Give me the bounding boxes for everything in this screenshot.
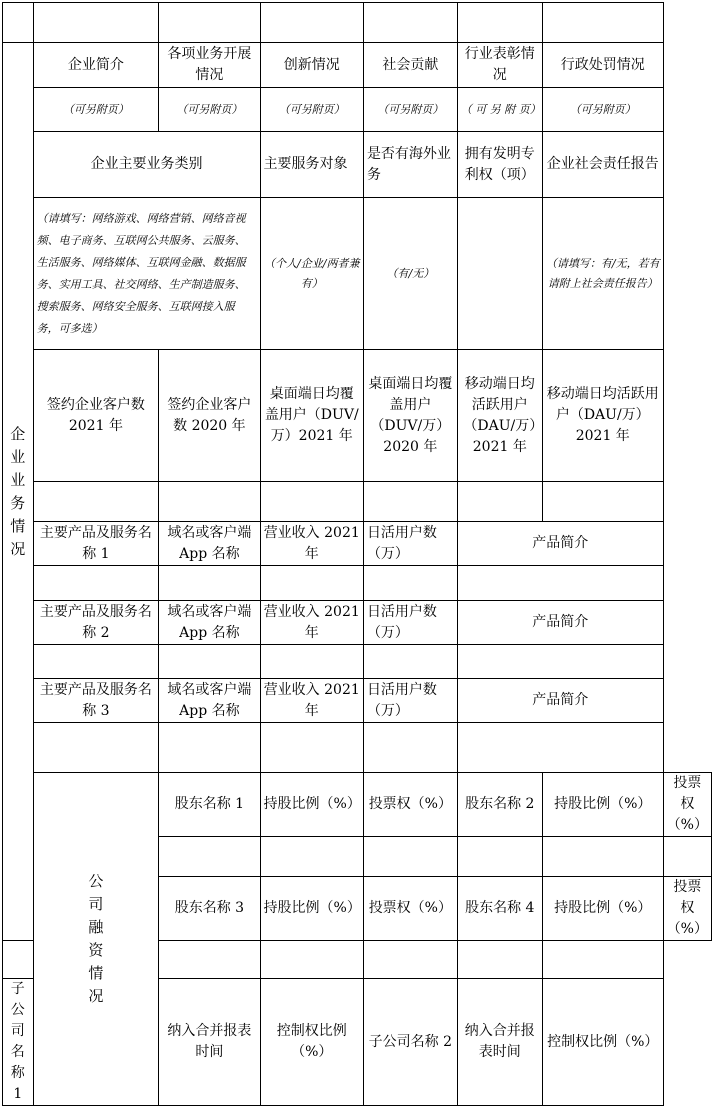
product-domain-label: 域名或客户端 App 名称 bbox=[159, 601, 260, 645]
header-desktop-duv-2021: 桌面端日均覆盖用户（DUV/万）2021 年 bbox=[260, 350, 363, 482]
input-cell[interactable] bbox=[33, 3, 159, 43]
input-cell[interactable] bbox=[363, 566, 457, 601]
input-cell[interactable] bbox=[363, 3, 457, 43]
service-target-hint[interactable]: （个人/企业/两者兼有） bbox=[260, 198, 363, 350]
metrics-headers-row bbox=[3, 350, 712, 482]
input-cell[interactable] bbox=[542, 482, 663, 522]
voting-right-label: 投票权（%） bbox=[363, 877, 457, 941]
input-cell[interactable] bbox=[457, 3, 542, 43]
header-csr-report: 企业社会责任报告 bbox=[542, 132, 663, 198]
product-dau-label: 日活用户数（万） bbox=[363, 522, 457, 566]
input-cell[interactable] bbox=[159, 3, 260, 43]
header-mobile-dau-2021: 移动端日均活跃用户（DAU/万）2021 年 bbox=[457, 350, 542, 482]
voting-right-label: 投票权（%） bbox=[663, 877, 711, 941]
product-name-label: 主要产品及服务名称 1 bbox=[33, 522, 159, 566]
input-cell[interactable] bbox=[457, 566, 663, 601]
input-cell[interactable] bbox=[542, 941, 663, 979]
input-cell[interactable] bbox=[457, 482, 542, 522]
product-header-row bbox=[3, 522, 712, 566]
business-hints-row bbox=[3, 198, 712, 350]
blank-cell bbox=[3, 3, 34, 43]
business-headers-row bbox=[3, 43, 712, 88]
input-cell[interactable] bbox=[159, 941, 260, 979]
input-cell[interactable] bbox=[260, 482, 363, 522]
product-name-label: 主要产品及服务名称 2 bbox=[33, 601, 159, 645]
input-cell[interactable] bbox=[33, 645, 159, 679]
attach-note[interactable]: （可另附页） bbox=[363, 88, 457, 132]
input-cell[interactable] bbox=[159, 566, 260, 601]
enterprise-info-form bbox=[2, 2, 712, 1106]
input-cell[interactable] bbox=[457, 645, 663, 679]
input-cell[interactable] bbox=[33, 482, 159, 522]
share-ratio-label: 持股比例（%） bbox=[260, 773, 363, 837]
header-industry-awards: 行业表彰情况 bbox=[457, 43, 542, 88]
input-cell[interactable] bbox=[159, 723, 260, 773]
attach-note[interactable]: （可另附页） bbox=[33, 88, 159, 132]
input-cell[interactable] bbox=[363, 723, 457, 773]
input-cell[interactable] bbox=[33, 566, 159, 601]
header-company-intro: 企业简介 bbox=[33, 43, 159, 88]
product-name-label: 主要产品及服务名称 3 bbox=[33, 679, 159, 723]
product-intro-label: 产品简介 bbox=[457, 601, 663, 645]
header-patents: 拥有发明专利权（项） bbox=[457, 132, 542, 198]
product-domain-label: 域名或客户端 App 名称 bbox=[159, 679, 260, 723]
voting-right-label: 投票权（%） bbox=[363, 773, 457, 837]
attach-note[interactable]: （可另附页） bbox=[260, 88, 363, 132]
input-cell[interactable] bbox=[363, 941, 457, 979]
product-header-row bbox=[3, 601, 712, 645]
header-clients-2020: 签约企业客户数 2020 年 bbox=[159, 350, 260, 482]
header-clients-2021: 签约企业客户数 2021 年 bbox=[33, 350, 159, 482]
attach-note[interactable]: （可另附页） bbox=[159, 88, 260, 132]
input-cell[interactable] bbox=[159, 645, 260, 679]
product-revenue-label: 营业收入 2021 年 bbox=[260, 522, 363, 566]
input-cell[interactable] bbox=[457, 723, 663, 773]
header-admin-penalty: 行政处罚情况 bbox=[542, 43, 663, 88]
header-mobile-dau-2021b: 移动端日均活跃用户（DAU/万）2021 年 bbox=[542, 350, 663, 482]
subsidiary-name-label: 子公司名称 2 bbox=[363, 979, 457, 1106]
header-service-target: 主要服务对象 bbox=[260, 132, 363, 198]
product-dau-label: 日活用户数（万） bbox=[363, 601, 457, 645]
header-innovation: 创新情况 bbox=[260, 43, 363, 88]
input-cell[interactable] bbox=[260, 723, 363, 773]
input-cell[interactable] bbox=[663, 837, 711, 877]
product-intro-label: 产品简介 bbox=[457, 679, 663, 723]
input-cell[interactable] bbox=[260, 3, 363, 43]
voting-right-label: 投票权（%） bbox=[663, 773, 711, 837]
section-label-business: 企业业务情况 bbox=[3, 43, 34, 941]
share-ratio-label: 持股比例（%） bbox=[260, 877, 363, 941]
input-cell[interactable] bbox=[260, 837, 363, 877]
section-label-financing: 公司融资情况 bbox=[33, 773, 159, 1106]
input-cell[interactable] bbox=[363, 482, 457, 522]
header-desktop-duv-2020: 桌面端日均覆盖用户（DUV/万）2020 年 bbox=[363, 350, 457, 482]
shareholder-name-label: 股东名称 4 bbox=[457, 877, 542, 941]
input-cell[interactable] bbox=[260, 566, 363, 601]
product-dau-label: 日活用户数（万） bbox=[363, 679, 457, 723]
input-cell[interactable] bbox=[542, 837, 663, 877]
control-ratio-label: 控制权比例（%） bbox=[260, 979, 363, 1106]
product-revenue-label: 营业收入 2021 年 bbox=[260, 679, 363, 723]
header-main-category: 企业主要业务类别 bbox=[33, 132, 260, 198]
input-cell[interactable] bbox=[159, 482, 260, 522]
csr-hint[interactable]: （请填写：有/无，若有请附上社会责任报告） bbox=[542, 198, 663, 350]
input-cell[interactable] bbox=[363, 837, 457, 877]
input-cell[interactable] bbox=[363, 645, 457, 679]
consolidation-time-label: 纳入合并报表时间 bbox=[159, 979, 260, 1106]
attach-notes-row bbox=[3, 88, 712, 132]
input-cell[interactable] bbox=[33, 723, 159, 773]
overseas-hint[interactable]: （有/无） bbox=[363, 198, 457, 350]
patents-input[interactable] bbox=[457, 198, 542, 350]
input-cell[interactable] bbox=[159, 837, 260, 877]
category-hint[interactable]: （请填写：网络游戏、网络营销、网络音视频、电子商务、互联网公共服务、云服务、生活服务、网络媒体、互联网金融、数据服务、实用工具、社交网络、生产制造服务、搜索服务、网络安全服务、互联网接入服务，可多选） bbox=[33, 198, 260, 350]
header-business-status: 各项业务开展情况 bbox=[159, 43, 260, 88]
product-input-row bbox=[3, 645, 712, 679]
header-overseas: 是否有海外业务 bbox=[363, 132, 457, 198]
input-cell[interactable] bbox=[457, 837, 542, 877]
shareholder-name-label: 股东名称 2 bbox=[457, 773, 542, 837]
subsidiary-name-label: 子公司名称 1 bbox=[3, 979, 34, 1106]
control-ratio-label: 控制权比例（%） bbox=[542, 979, 663, 1106]
blank-row-top bbox=[3, 3, 712, 43]
consolidation-time-label: 纳入合并报表时间 bbox=[457, 979, 542, 1106]
attach-note[interactable]: （可另附页） bbox=[542, 88, 663, 132]
input-cell[interactable] bbox=[260, 645, 363, 679]
share-ratio-label: 持股比例（%） bbox=[542, 773, 663, 837]
product-input-row bbox=[3, 723, 712, 773]
share-ratio-label: 持股比例（%） bbox=[542, 877, 663, 941]
shareholder-name-label: 股东名称 3 bbox=[159, 877, 260, 941]
shareholder-header-row bbox=[3, 773, 712, 837]
metrics-input-row bbox=[3, 482, 712, 522]
header-social-contribution: 社会贡献 bbox=[363, 43, 457, 88]
business-headers-row-2 bbox=[3, 132, 712, 198]
input-cell[interactable] bbox=[3, 941, 34, 979]
attach-note[interactable]: （ 可 另 附 页） bbox=[457, 88, 542, 132]
input-cell[interactable] bbox=[457, 941, 542, 979]
input-cell[interactable] bbox=[542, 3, 663, 43]
shareholder-name-label: 股东名称 1 bbox=[159, 773, 260, 837]
product-domain-label: 域名或客户端 App 名称 bbox=[159, 522, 260, 566]
product-input-row bbox=[3, 566, 712, 601]
input-cell[interactable] bbox=[260, 941, 363, 979]
product-header-row bbox=[3, 679, 712, 723]
product-intro-label: 产品简介 bbox=[457, 522, 663, 566]
product-revenue-label: 营业收入 2021 年 bbox=[260, 601, 363, 645]
